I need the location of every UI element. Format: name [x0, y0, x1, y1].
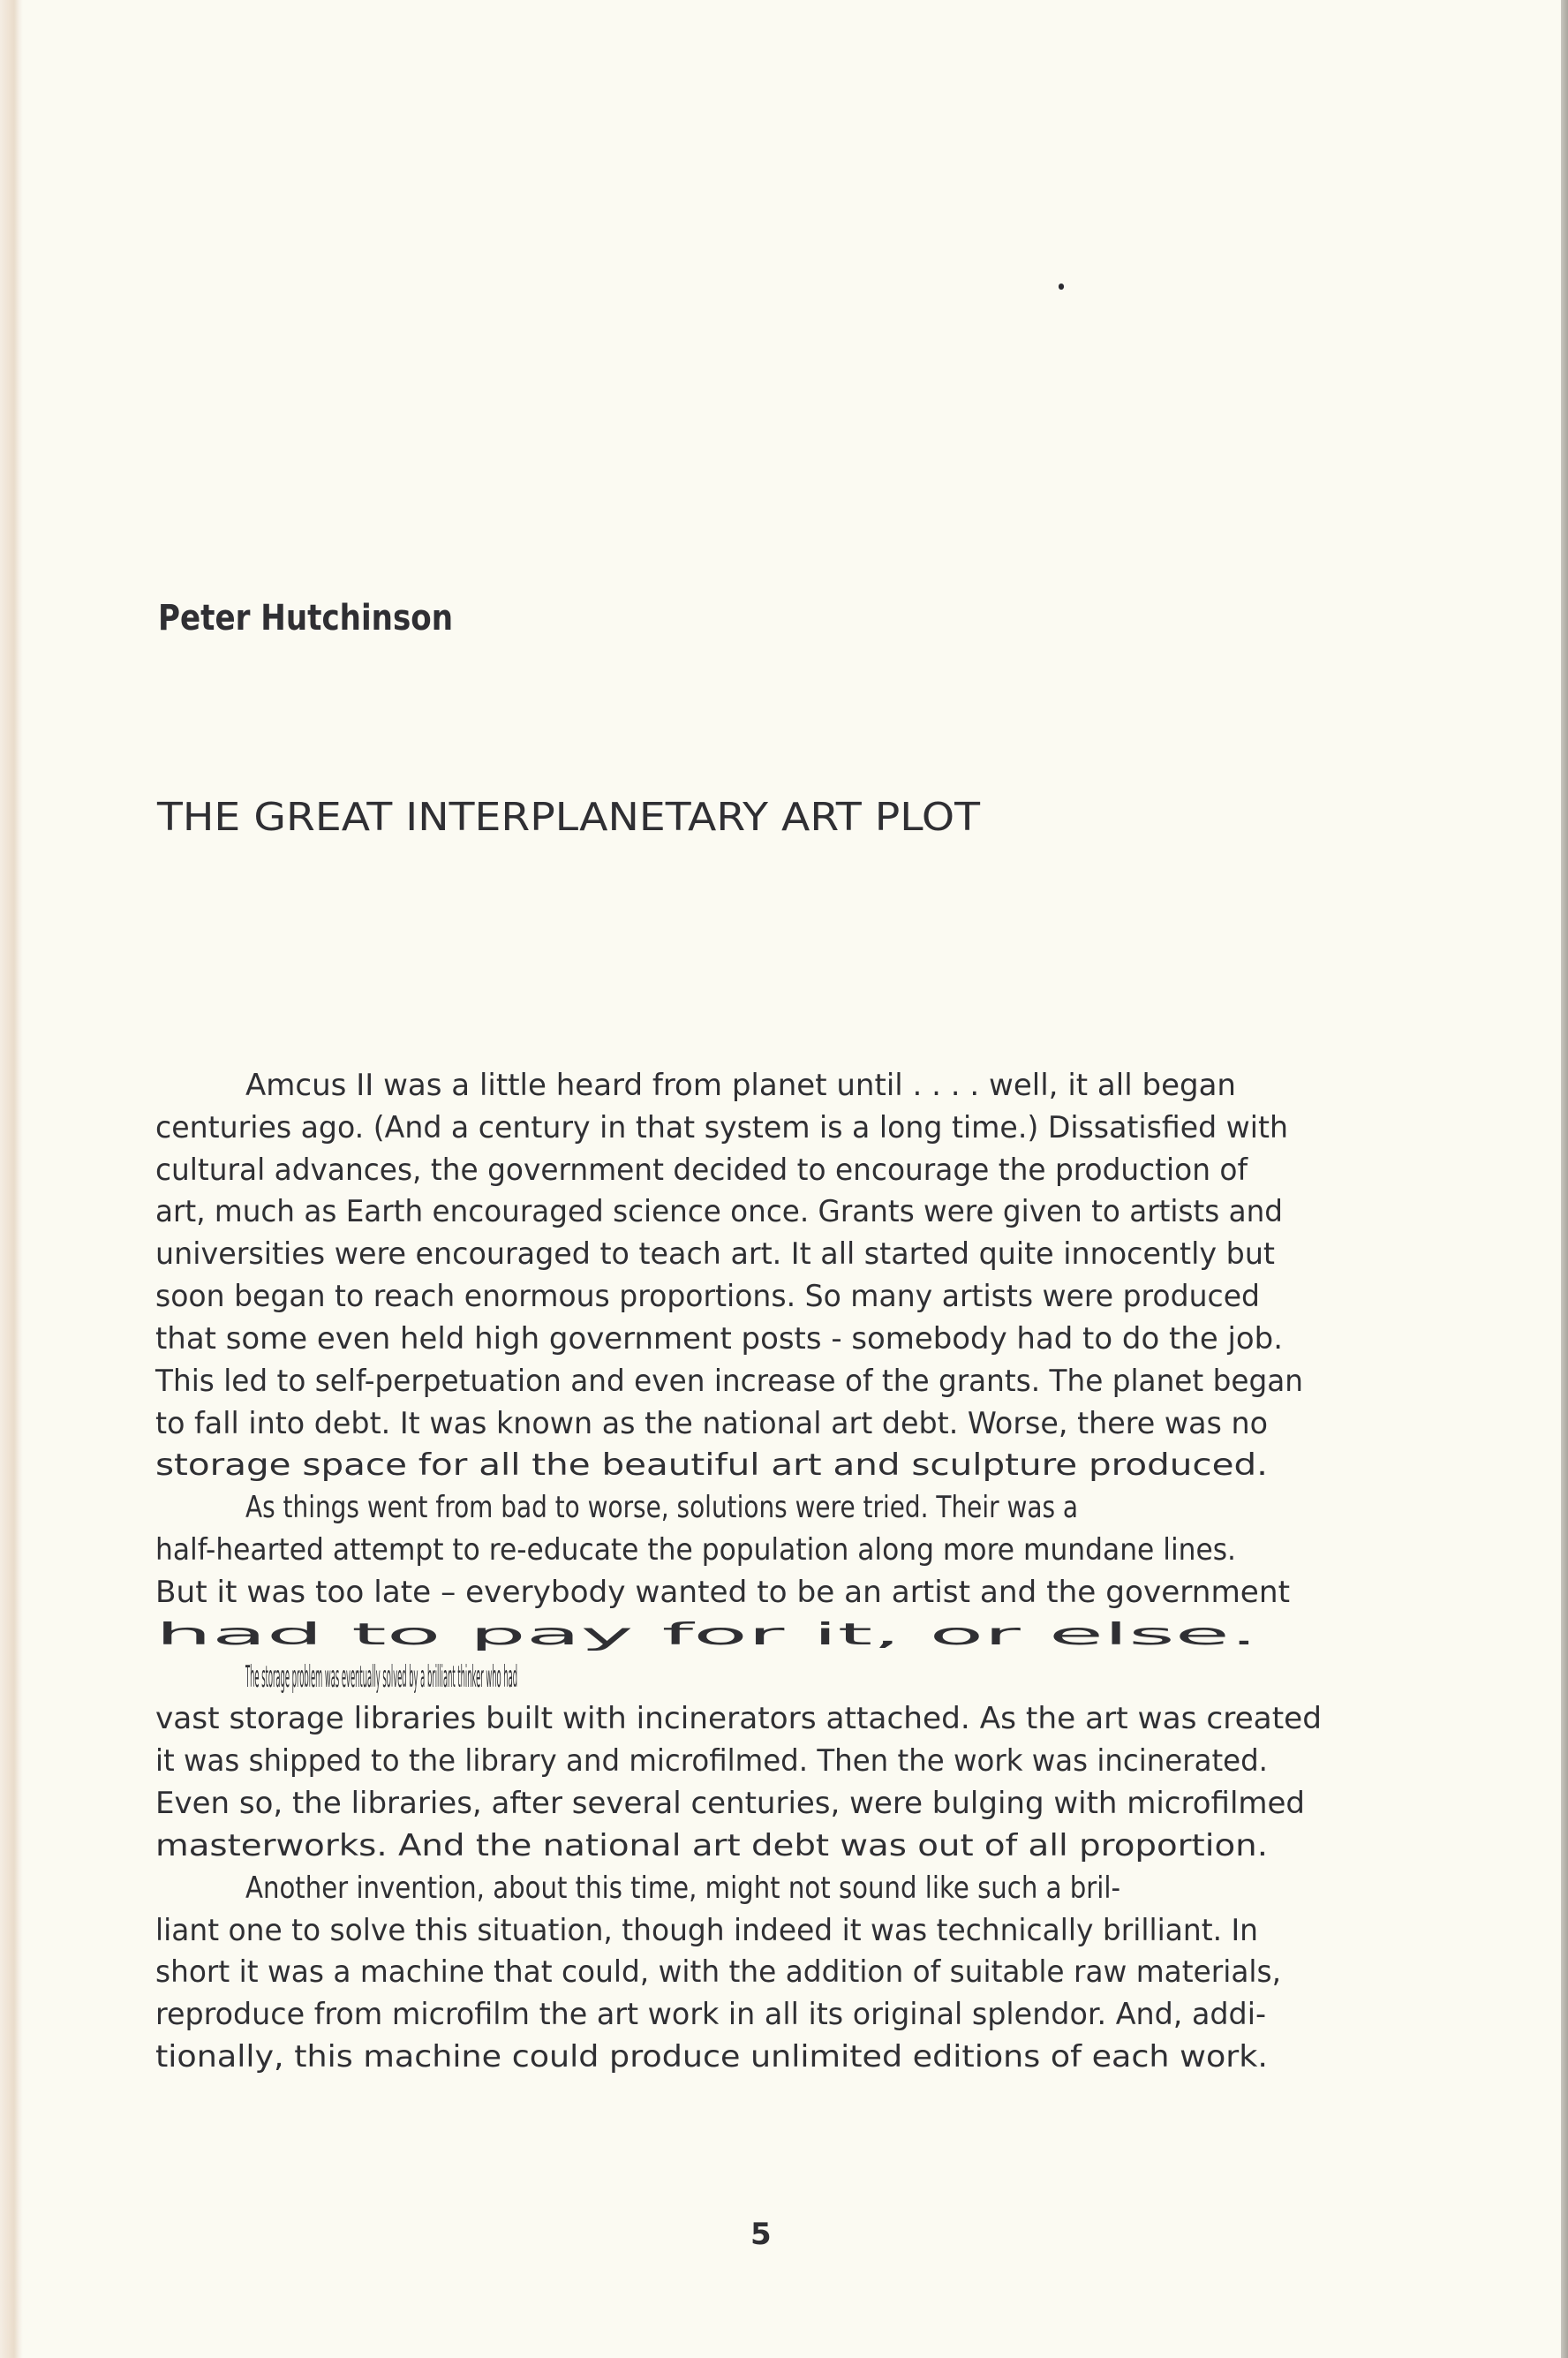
author-name: Peter Hutchinson	[158, 598, 453, 639]
body-line: This led to self-perpetuation and even increase of the grants. The planet began	[155, 1363, 1303, 1399]
body-line: tionally, this machine could produce unlimited editions of each work.	[155, 2039, 1268, 2075]
body-line: centuries ago. (And a century in that system is a long time.) Dissatisfied with	[155, 1109, 1288, 1145]
binding-shadow	[0, 0, 23, 2358]
body-line: As things went from bad to worse, solutions were tried. Their was a	[245, 1490, 1078, 1526]
body-line: masterworks. And the national art debt was out of all proportion.	[155, 1827, 1268, 1863]
body-line: Another invention, about this time, might not sound like such a bril-	[245, 1870, 1120, 1906]
article-title: THE GREAT INTERPLANETARY ART PLOT	[157, 795, 980, 840]
body-line: that some even held high government posts - somebody had to do the job.	[155, 1320, 1283, 1357]
body-line: short it was a machine that could, with the addition of suitable raw materials,	[155, 1954, 1281, 1991]
body-line: Amcus II was a little heard from planet until . . . . well, it all began	[245, 1068, 1236, 1103]
body-line: reproduce from microfilm the art work in all its original splendor. And, addi-	[155, 1997, 1266, 2033]
page-edge	[1561, 0, 1568, 2358]
body-line: The storage problem was eventually solved by a brilliant thinker who had	[245, 1659, 517, 1695]
body-line: cultural advances, the government decided to encourage the production of	[155, 1152, 1248, 1188]
body-line: Even so, the libraries, after several centuries, were bulging with microfilmed	[155, 1786, 1305, 1822]
body-line: soon began to reach enormous proportions. So many artists were produced	[155, 1279, 1260, 1315]
body-line: But it was too late – everybody wanted to be an artist and the government	[155, 1574, 1290, 1610]
body-line: had to pay for it, or else.	[155, 1616, 1258, 1652]
body-line: universities were encouraged to teach art. It all started quite innocently but	[155, 1236, 1275, 1273]
body-line: liant one to solve this situation, though indeed it was technically brilliant. In	[155, 1912, 1258, 1948]
body-line: half-hearted attempt to re-educate the population along more mundane lines.	[155, 1532, 1236, 1568]
body-line: storage space for all the beautiful art and sculpture produced.	[155, 1447, 1268, 1484]
ink-speck	[1059, 283, 1064, 290]
body-line: vast storage libraries built with incinerators attached. As the art was created	[155, 1701, 1322, 1737]
page-number: 5	[750, 2217, 772, 2252]
body-line: to fall into debt. It was known as the national art debt. Worse, there was no	[155, 1405, 1268, 1441]
body-line: it was shipped to the library and microfilmed. Then the work was incinerated.	[155, 1743, 1268, 1780]
body-line: art, much as Earth encouraged science once. Grants were given to artists and	[155, 1194, 1283, 1230]
